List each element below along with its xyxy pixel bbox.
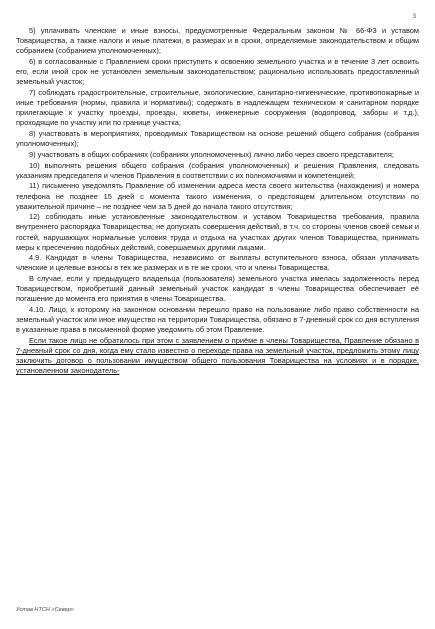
paragraph-6: 6) в согласованные с Правлением сроки приступить к освоению земельного участка и в течение 3 лет освоить его, если иной срок не установлен земельным законодательством; рационально использовать предоставленный земельный участок; [16,56,419,87]
paragraph-9: 9) участвовать в общих собраниях (собраниях уполномоченных) лично либо через своего представителя; [29,149,394,159]
page-number: 3 [412,14,416,20]
clause-4-9: 4.9. Кандидат в члены Товарищества, независимо от выплаты вступительного взноса, обязан уплачивать членские и целевые взносы в тех же размерах и в те же сроки, что и члены Товарищества. [16,253,419,273]
paragraph-8: 8) участвовать в мероприятиях, проводимых Товариществом на основе решений общего собрания (собрания уполномоченных); [16,128,419,148]
paragraph-11: 11) письменно уведомлять Правление об изменении адреса места своего жительства (нахождения) и номера телефона не позднее 15 дней с момента такого изменения, о предстоящем длительном отсутствии по уважительной причине – не позднее чем за 5 дней до начала такого отсутствия; [16,181,419,211]
footer-title: Устав НТСН «Север» [16,607,74,613]
paragraph-5: 5) уплачивать членские и иные взносы, предусмотренные Федеральным законом № 66-ФЗ и уставом Товарищества, а также налоги и иные платежи, в размерах и в сроки, определяемые законодательством и общим собранием (собранием уполномоченных); [16,26,419,56]
document-body [16,26,419,377]
clause-4-10-contract: Если такое лицо не обратилось при этом с заявлением о приёме в члены Товарищества, Правление обязано в 7-дневный срок со дня, когда ему стало известно о переходе права на земельный участок, предложить этому лицу заключить договор о пользовании имуществом общего пользования Товарищества на условиях и в порядке, установленном законодатель- [16,336,419,376]
paragraph-10: 10) выполнять решения общего собрания (собрания уполномоченных) и решения Правления, следовать указаниям председателя и членов Правления в соответствии с их полномочиями и компетенцией; [16,160,419,180]
paragraph-7: 7) соблюдать градостроительные, строительные, экологические, санитарно-гигиенические, противопожарные и иные требования (нормы, правила и нормативы); содержать в надлежащем техническом и санитарном порядке прилегающие к участку проезды, проезды, кюветы, инженерные сооружения (водопровод, заборы и т.д.), проходящие по участку или по границе участка; [16,87,419,128]
paragraph-12: 12) соблюдать иные установленные законодательством и уставом Товарищества требования, правила внутреннего распорядка Товарищества; не допускать совершения действий, в т.ч. со стороны членов своей семьи и гостей, нарушающих нормальные условия труда и отдыха на участках других членов Товарищества, принимать меры к пресечению подобных действий, совершаемых другими лицами. [16,212,419,252]
clause-4-9-debt: В случае, если у предыдущего владельца (пользователя) земельного участка имелась задолженность перед Товариществом, приобретший данный земельный участок кандидат в члены Товарищества обеспечивает её погашение до момента его принятия в члены Товарищества. [16,274,419,304]
clause-4-10: 4.10. Лицо, к которому на законном основании перешло право на пользование либо право собственности на земельный участок или иное имущество на территории Товарищества, обязано в 7-дневный срок со дня вступления в указанные права в письменной форме уведомить об этом Правление. [16,305,419,335]
